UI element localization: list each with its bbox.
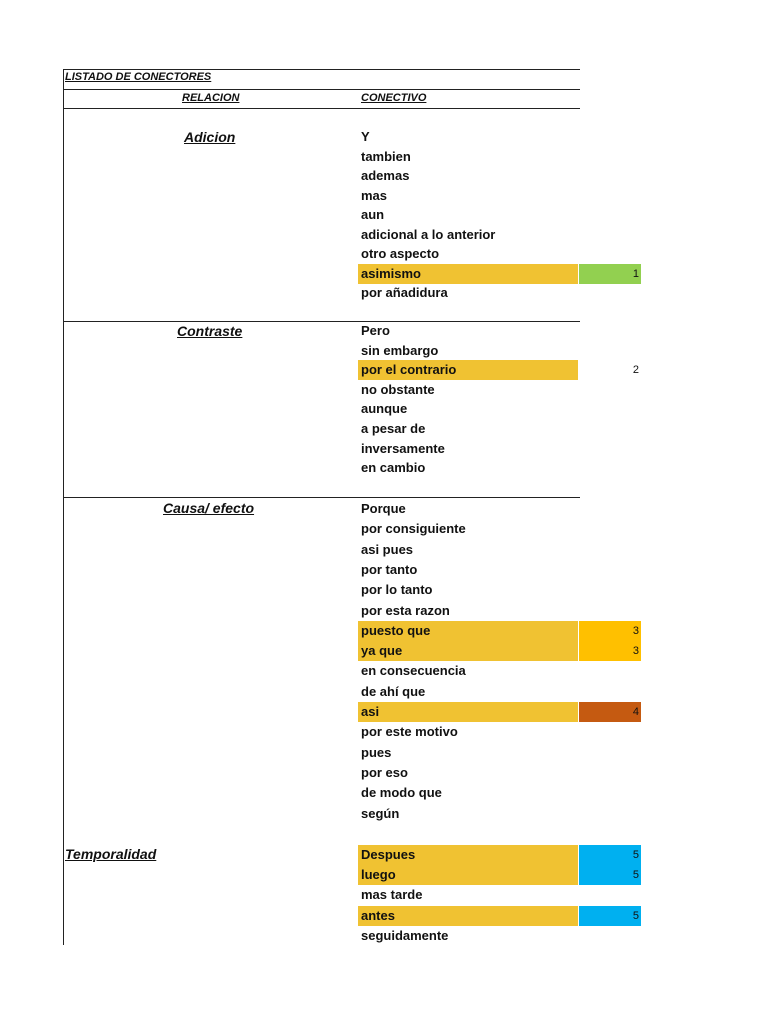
relation-header: RELACION: [182, 92, 240, 104]
connector-item: Despues: [358, 845, 578, 865]
connector-item: asi pues: [361, 541, 414, 557]
category-label: Temporalidad: [65, 846, 157, 862]
connector-item: de modo que: [361, 785, 442, 801]
connector-item: pues: [361, 744, 392, 760]
connector-item: asi: [358, 702, 578, 722]
connector-item: antes: [358, 906, 578, 926]
connector-item: inversamente: [361, 440, 445, 456]
sheet-title: LISTADO DE CONECTORES: [65, 71, 212, 83]
connector-item: Porque: [361, 501, 406, 516]
group-number: 2: [632, 364, 639, 377]
group-number: 5: [579, 906, 641, 926]
connector-item: ya que: [358, 641, 578, 661]
connector-item: sin embargo: [361, 342, 439, 358]
connector-item: de ahí que: [361, 683, 426, 699]
section-divider: [63, 497, 580, 498]
connector-item: asimismo: [358, 264, 578, 284]
connector-item: por añadidura: [361, 285, 448, 300]
group-number: 5: [579, 845, 641, 865]
category-label: Contraste: [177, 323, 243, 339]
connector-item: tambien: [361, 148, 411, 164]
connector-item: por esta razon: [361, 602, 450, 618]
group-number: 1: [579, 264, 641, 284]
connector-item: en consecuencia: [361, 663, 466, 679]
connector-item: según: [361, 805, 400, 821]
connector-item: Pero: [361, 323, 390, 338]
left-border: [63, 69, 64, 945]
connector-item: aunque: [361, 401, 408, 417]
connector-item: por eso: [361, 764, 408, 780]
group-number: 5: [579, 865, 641, 885]
title-underline-rule: [63, 89, 580, 90]
connector-item: adicional a lo anterior: [361, 226, 496, 242]
connector-item: por lo tanto: [361, 582, 433, 598]
connector-item: Y: [361, 129, 370, 144]
connector-item: mas: [361, 187, 388, 203]
connector-item: por el contrario: [358, 360, 578, 380]
connector-item: luego: [358, 865, 578, 885]
connector-item: ademas: [361, 168, 410, 183]
group-number: 3: [579, 641, 641, 661]
connector-item: seguidamente: [361, 927, 449, 943]
connector-item: por este motivo: [361, 724, 458, 740]
connector-item: en cambio: [361, 460, 426, 476]
connector-item: por tanto: [361, 561, 418, 577]
category-label: Causa/ efecto: [163, 500, 255, 516]
connector-item: mas tarde: [361, 887, 423, 903]
title-rule: [63, 69, 580, 70]
connector-item: aun: [361, 207, 385, 222]
connector-item: a pesar de: [361, 421, 426, 436]
connector-item: no obstante: [361, 381, 435, 397]
group-number: 3: [579, 621, 641, 641]
header-rule: [63, 108, 580, 109]
connector-item: puesto que: [358, 621, 578, 641]
group-number: 4: [579, 702, 641, 722]
category-label: Adicion: [184, 129, 236, 145]
connector-item: por consiguiente: [361, 521, 466, 537]
connective-header: CONECTIVO: [361, 92, 427, 104]
connector-item: otro aspecto: [361, 246, 440, 261]
